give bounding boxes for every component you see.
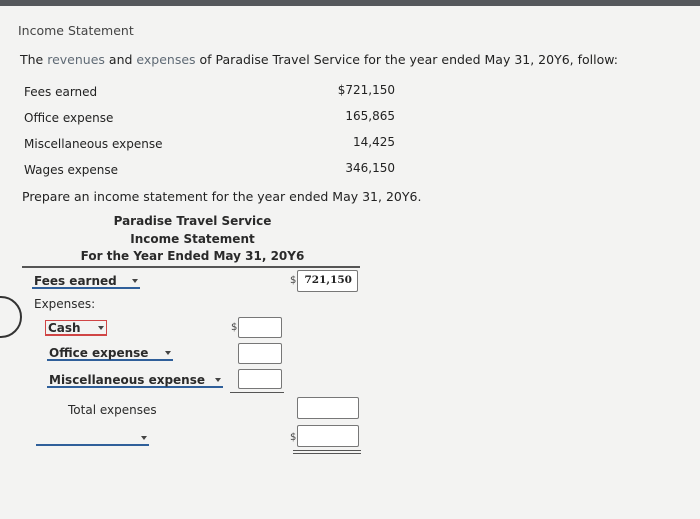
expense-account-select-2[interactable]: Office expense [47,346,173,361]
double-underline-bottom [293,453,361,454]
chevron-down-icon [141,436,147,440]
chevron-down-icon [165,351,171,355]
statement-period: For the Year Ended May 31, 20Y6 [80,249,305,263]
net-income-dollar-sign: $ [290,432,297,443]
header-rule [22,266,360,268]
revenue-account-select[interactable]: Fees earned [32,274,140,289]
navigation-circle-button[interactable] [0,296,22,338]
given-label-office: Office expense [24,111,114,125]
expense-account-select-3[interactable]: Miscellaneous expense [47,373,223,388]
chevron-down-icon [132,279,138,283]
net-income-input[interactable] [297,425,359,447]
expense-sum-line [230,392,284,393]
total-expenses-input[interactable] [297,397,359,419]
problem-intro: The revenues and expenses of Paradise Travel Service for the year ended May 31, 20Y6, follow: [20,52,619,67]
given-value-wages: 346,150 [345,161,395,175]
expenses-term[interactable]: expenses [136,52,196,67]
net-income-label-select[interactable] [36,431,149,446]
section-title: Income Statement [18,23,134,38]
given-label-wages: Wages expense [24,163,119,177]
expenses-label: Expenses: [34,297,96,311]
revenue-dollar-sign: $ [290,275,297,286]
total-expenses-label: Total expenses [68,403,157,417]
revenue-amount-input[interactable]: 721,150 [297,270,358,292]
instruction-text: Prepare an income statement for the year ended May 31, 20Y6. [22,189,422,204]
chevron-down-icon [98,326,104,330]
double-underline-top [293,450,361,451]
expense-dollar-sign: $ [231,322,238,333]
statement-name: Income Statement [130,232,255,246]
given-value-misc: 14,425 [353,135,395,149]
window-top-bar [0,0,700,6]
expense-amount-input-2[interactable] [238,343,282,364]
given-label-fees: Fees earned [24,85,98,99]
expense-amount-input-3[interactable] [238,369,282,389]
expense-amount-input-1[interactable] [238,317,282,338]
revenues-term[interactable]: revenues [47,52,105,67]
statement-company: Paradise Travel Service [113,214,272,228]
given-label-misc: Miscellaneous expense [24,137,163,151]
chevron-down-icon [215,378,221,382]
given-value-fees: $721,150 [337,83,395,97]
expense-account-select-1[interactable]: Cash [45,320,107,336]
given-value-office: 165,865 [345,109,395,123]
